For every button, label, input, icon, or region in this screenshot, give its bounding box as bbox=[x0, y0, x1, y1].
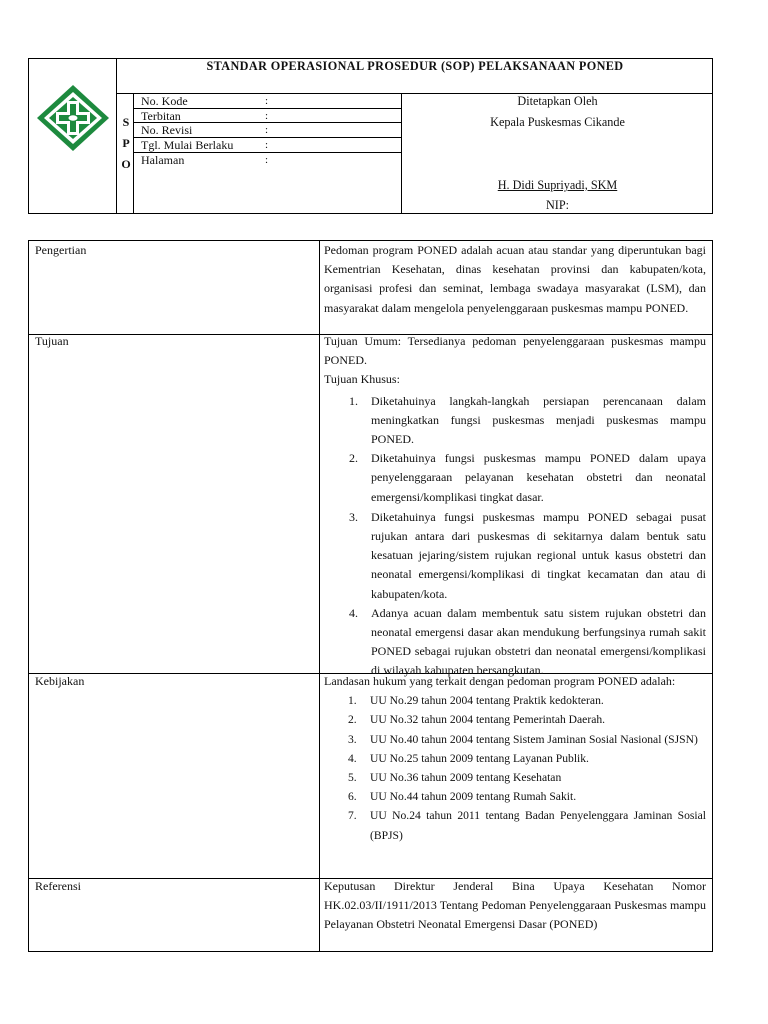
signer-name: H. Didi Supriyadi, SKM bbox=[497, 178, 618, 192]
meta-colon: : bbox=[265, 154, 269, 166]
spo-letter-o: O bbox=[121, 157, 131, 171]
meta-divider bbox=[401, 93, 402, 213]
list-number: 1. bbox=[349, 393, 358, 408]
meta-label: Halaman bbox=[141, 153, 185, 167]
pengertian-label: Pengertian bbox=[35, 243, 87, 257]
list-text: UU No.40 tahun 2004 tentang Sistem Jaminan Sosial Nasional (SJSN) bbox=[370, 732, 698, 746]
list-item bbox=[349, 508, 706, 604]
list-item bbox=[348, 787, 706, 806]
list-text: UU No.44 tahun 2009 tentang Rumah Sakit. bbox=[370, 790, 577, 804]
puskesmas-logo bbox=[35, 83, 111, 153]
list-text: UU No.25 tahun 2009 tentang Layanan Publik. bbox=[370, 751, 589, 765]
sop-header bbox=[28, 58, 713, 214]
list-text: UU No.36 tahun 2009 tentang Kesehatan bbox=[370, 771, 562, 785]
meta-label: No. Kode bbox=[141, 94, 188, 108]
list-text: UU No.24 tahun 2011 tentang Badan Penyelenggara Jaminan Sosial (BPJS) bbox=[370, 809, 706, 842]
list-item bbox=[348, 730, 706, 749]
ditetapkan-label: Ditetapkan Oleh bbox=[517, 94, 598, 108]
kepala-label: Kepala Puskesmas Cikande bbox=[490, 115, 625, 129]
list-number: 2. bbox=[348, 713, 357, 727]
meta-label: Tgl. Mulai Berlaku bbox=[141, 138, 234, 152]
list-item bbox=[348, 691, 706, 710]
meta-label: Terbitan bbox=[141, 109, 181, 123]
list-item bbox=[349, 604, 706, 681]
list-number: 2. bbox=[349, 451, 358, 466]
page-title: STANDAR OPERASIONAL PROSEDUR (SOP) PELAKSANAAN PONED bbox=[206, 59, 624, 73]
list-item bbox=[348, 749, 706, 768]
meta-colon: : bbox=[265, 95, 269, 107]
kebijakan-label: Kebijakan bbox=[35, 674, 85, 688]
list-number: 5. bbox=[348, 771, 357, 785]
nip-label: NIP: bbox=[545, 198, 570, 212]
list-item bbox=[349, 449, 706, 507]
meta-row-no-kode bbox=[134, 94, 401, 109]
list-item bbox=[348, 806, 706, 844]
pengertian-text: Pedoman program PONED adalah acuan atau standar yang diperuntukan bagi Kementrian Kesehatan, dinas kesehatan provinsi dan kabupaten/kota, organisasi profesi dan seminat, lembaga swadaya masyarakat (LSM), dan masyarakat dalam mengelola penyelenggaraan puskesmas mampu PONED. bbox=[324, 243, 706, 315]
meta-colon: : bbox=[265, 124, 269, 136]
logo-divider bbox=[116, 59, 117, 213]
column-divider bbox=[319, 241, 320, 951]
list-text: Diketahuinya fungsi puskesmas mampu PONED sebagai pusat rujukan antara dari puskesmas di sekitarnya dalam bentuk satu kesatuan jejaring/sistem rujukan regional untuk kasus obstetri dan neonatal emergensi/komplikasi di tingkat kecamatan dan atau di kabupaten/kota. bbox=[371, 509, 706, 601]
spo-letter-p: P bbox=[122, 136, 130, 150]
tujuan-content bbox=[324, 332, 706, 681]
meta-label: No. Revisi bbox=[141, 123, 193, 137]
tujuan-khusus-label: Tujuan Khusus: bbox=[324, 372, 400, 387]
meta-row-terbitan bbox=[134, 109, 401, 123]
referensi-label: Referensi bbox=[35, 879, 81, 893]
list-text: UU No.29 tahun 2004 tentang Praktik kedokteran. bbox=[370, 694, 604, 708]
list-text: UU No.32 tahun 2004 tentang Pemerintah Daerah. bbox=[370, 713, 606, 727]
spo-letter-s: S bbox=[122, 115, 130, 129]
meta-colon: : bbox=[265, 110, 269, 122]
list-text: Diketahuinya langkah-langkah persiapan perencanaan dalam meningkatkan fungsi puskesmas menjadi puskesmas mampu PONED. bbox=[371, 393, 706, 447]
list-number: 1. bbox=[348, 694, 357, 708]
list-text: Adanya acuan dalam membentuk satu sistem rujukan obstetri dan neonatal emergensi dasar akan mendukung berfungsinya rumah sakit PONED sebagai rujukan obstetri dan neonatal emergensi/komplikasi di wilayah kabupaten bersangkutan. bbox=[371, 605, 706, 678]
meta-row-no-revisi bbox=[134, 123, 401, 138]
sop-content-table bbox=[28, 240, 713, 952]
list-text: Diketahuinya fungsi puskesmas mampu PONED dalam upaya penyelenggaraan pelayanan kesehatan obstetri dan neonatal emergensi/komplikasi tingkat dasar. bbox=[371, 451, 706, 504]
meta-row-halaman bbox=[134, 153, 401, 168]
list-number: 3. bbox=[349, 509, 358, 524]
tujuan-khusus-list bbox=[324, 392, 706, 681]
tujuan-label: Tujuan bbox=[35, 334, 69, 348]
meta-colon: : bbox=[265, 139, 269, 151]
list-number: 3. bbox=[348, 732, 357, 746]
kebijakan-intro: Landasan hukum yang terkait dengan pedoman program PONED adalah: bbox=[324, 674, 676, 688]
list-number: 6. bbox=[348, 790, 357, 804]
list-number: 4. bbox=[349, 605, 358, 620]
list-number: 7. bbox=[348, 809, 357, 823]
meta-row-tgl-mulai bbox=[134, 138, 401, 153]
kebijakan-list bbox=[324, 691, 706, 845]
list-item bbox=[348, 710, 706, 729]
tujuan-umum: Tujuan Umum: Tersedianya pedoman penyelenggaraan puskesmas mampu PONED. bbox=[324, 334, 706, 368]
referensi-text: Keputusan Direktur Jenderal Bina Upaya Kesehatan Nomor HK.02.03/II/1911/2013 Tentang Pedoman Penyelenggaraan Puskesmas mampu Pelayanan Obstetri Neonatal Emergensi Dasar (PONED) bbox=[324, 879, 706, 932]
list-number: 4. bbox=[348, 751, 357, 765]
kebijakan-content bbox=[324, 672, 706, 845]
list-item bbox=[348, 768, 706, 787]
list-item bbox=[349, 392, 706, 450]
